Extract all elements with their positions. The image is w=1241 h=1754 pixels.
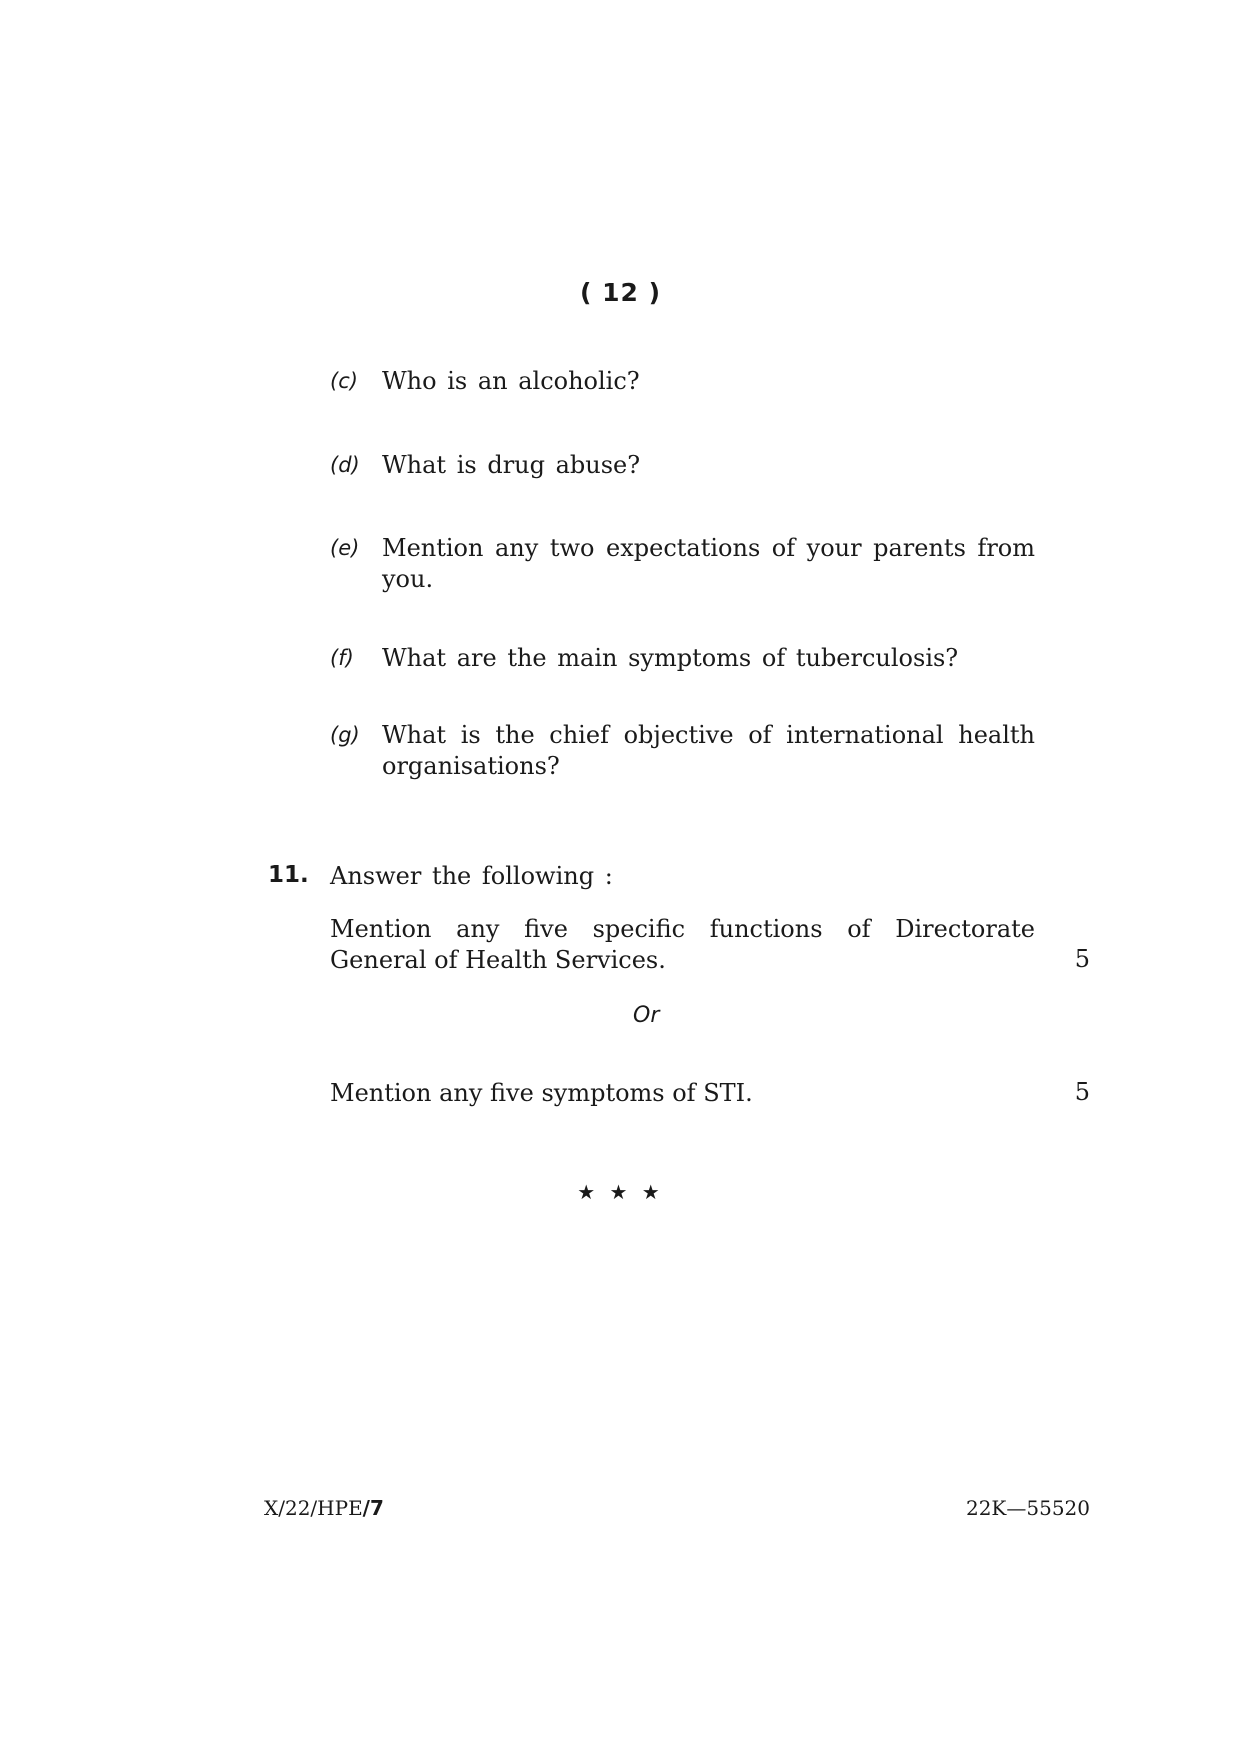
question-item-f bbox=[330, 643, 1035, 674]
question-label: (e) bbox=[330, 536, 360, 560]
question-text: Who is an alcoholic? bbox=[382, 367, 640, 395]
question-11-option-a-marks: 5 bbox=[1074, 945, 1090, 973]
end-marker-stars: ★ ★ ★ bbox=[577, 1180, 664, 1204]
footer-code-suffix: /7 bbox=[362, 1496, 384, 1520]
question-label: (f) bbox=[330, 646, 354, 670]
question-label: (c) bbox=[330, 369, 358, 393]
question-label: (g) bbox=[330, 723, 360, 747]
footer-code-prefix: X/22/HPE bbox=[264, 1496, 363, 1520]
or-divider: Or bbox=[633, 1003, 660, 1028]
question-item-c bbox=[330, 366, 1035, 397]
question-text: Mention any two expectations of your parents from you. bbox=[382, 534, 1035, 593]
question-label: (d) bbox=[330, 453, 360, 477]
footer-print-code: 22K—55520 bbox=[965, 1496, 1090, 1520]
question-11-number: 11. bbox=[268, 862, 309, 888]
question-text: What are the main symptoms of tuberculosis? bbox=[382, 644, 959, 672]
question-text: What is the chief objective of international health organisations? bbox=[382, 721, 1035, 780]
question-11-option-a: Mention any five specific functions of Directorate General of Health Services. bbox=[330, 915, 1035, 974]
page-number: ( 12 ) bbox=[579, 278, 662, 307]
question-item-d bbox=[330, 450, 1035, 481]
question-item-e bbox=[330, 533, 1035, 595]
question-item-g bbox=[330, 720, 1035, 782]
question-11-option-b: Mention any five symptoms of STI. bbox=[330, 1079, 753, 1107]
question-11-heading: Answer the following : bbox=[330, 862, 613, 890]
footer-paper-code bbox=[264, 1496, 384, 1520]
question-11-option-b-marks: 5 bbox=[1074, 1078, 1090, 1106]
question-text: What is drug abuse? bbox=[382, 451, 641, 479]
